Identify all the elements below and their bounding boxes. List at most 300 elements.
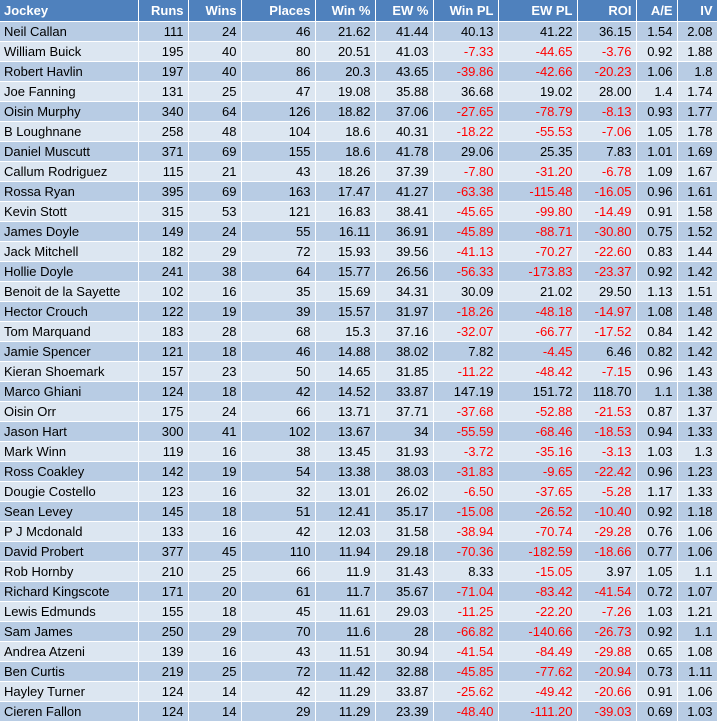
win-pct-cell: 18.26 — [315, 162, 375, 182]
ae-cell: 0.87 — [636, 402, 677, 422]
win-pct-cell: 11.9 — [315, 562, 375, 582]
ew-pl-cell: 151.72 — [498, 382, 577, 402]
table-row — [0, 602, 717, 622]
win-pl-cell: -31.83 — [433, 462, 498, 482]
wins-cell: 29 — [188, 622, 241, 642]
ae-cell: 0.92 — [636, 502, 677, 522]
column-header-wins[interactable]: Wins — [188, 0, 241, 22]
runs-cell: 124 — [138, 382, 188, 402]
ae-cell: 0.94 — [636, 422, 677, 442]
table-row — [0, 282, 717, 302]
wins-cell: 16 — [188, 482, 241, 502]
win-pl-cell: -41.54 — [433, 642, 498, 662]
iv-cell: 1.51 — [677, 282, 717, 302]
win-pl-cell: -25.62 — [433, 682, 498, 702]
jockey-name-cell: Kevin Stott — [0, 202, 138, 222]
wins-cell: 21 — [188, 162, 241, 182]
win-pl-cell: -6.50 — [433, 482, 498, 502]
roi-cell: -16.05 — [577, 182, 636, 202]
table-row — [0, 382, 717, 402]
ew-pl-cell: -70.74 — [498, 522, 577, 542]
iv-cell: 1.77 — [677, 102, 717, 122]
iv-cell: 1.1 — [677, 622, 717, 642]
roi-cell: -7.26 — [577, 602, 636, 622]
roi-cell: 29.50 — [577, 282, 636, 302]
ew-pct-cell: 35.67 — [375, 582, 433, 602]
ae-cell: 0.72 — [636, 582, 677, 602]
jockey-name-cell: Jack Mitchell — [0, 242, 138, 262]
places-cell: 86 — [241, 62, 315, 82]
ew-pl-cell: -55.53 — [498, 122, 577, 142]
jockey-name-cell: Neil Callan — [0, 22, 138, 42]
iv-cell: 1.1 — [677, 562, 717, 582]
ae-cell: 0.69 — [636, 702, 677, 722]
wins-cell: 40 — [188, 42, 241, 62]
wins-cell: 19 — [188, 302, 241, 322]
jockey-name-cell: Sean Levey — [0, 502, 138, 522]
jockey-name-cell: Hector Crouch — [0, 302, 138, 322]
ew-pl-cell: -66.77 — [498, 322, 577, 342]
ae-cell: 0.73 — [636, 662, 677, 682]
roi-cell: -18.53 — [577, 422, 636, 442]
win-pct-cell: 12.41 — [315, 502, 375, 522]
runs-cell: 195 — [138, 42, 188, 62]
win-pl-cell: 7.82 — [433, 342, 498, 362]
ae-cell: 0.96 — [636, 362, 677, 382]
wins-cell: 16 — [188, 642, 241, 662]
wins-cell: 45 — [188, 542, 241, 562]
win-pct-cell: 15.57 — [315, 302, 375, 322]
table-row — [0, 522, 717, 542]
wins-cell: 24 — [188, 222, 241, 242]
jockey-name-cell: William Buick — [0, 42, 138, 62]
ew-pct-cell: 26.02 — [375, 482, 433, 502]
iv-cell: 1.67 — [677, 162, 717, 182]
ew-pct-cell: 39.56 — [375, 242, 433, 262]
ew-pl-cell: -4.45 — [498, 342, 577, 362]
table-row — [0, 622, 717, 642]
ae-cell: 1.03 — [636, 602, 677, 622]
ew-pct-cell: 34 — [375, 422, 433, 442]
ew-pl-cell: -173.83 — [498, 262, 577, 282]
jockey-name-cell: Daniel Muscutt — [0, 142, 138, 162]
ae-cell: 0.96 — [636, 462, 677, 482]
table-row — [0, 422, 717, 442]
win-pl-cell: -18.26 — [433, 302, 498, 322]
win-pct-cell: 14.65 — [315, 362, 375, 382]
places-cell: 72 — [241, 662, 315, 682]
win-pl-cell: -11.22 — [433, 362, 498, 382]
win-pl-cell: -70.36 — [433, 542, 498, 562]
ew-pl-cell: 41.22 — [498, 22, 577, 42]
jockey-name-cell: Rob Hornby — [0, 562, 138, 582]
table-row — [0, 562, 717, 582]
wins-cell: 25 — [188, 562, 241, 582]
wins-cell: 18 — [188, 382, 241, 402]
win-pl-cell: -66.82 — [433, 622, 498, 642]
wins-cell: 64 — [188, 102, 241, 122]
wins-cell: 23 — [188, 362, 241, 382]
roi-cell: -7.15 — [577, 362, 636, 382]
iv-cell: 1.48 — [677, 302, 717, 322]
ew-pct-cell: 41.27 — [375, 182, 433, 202]
column-header-roi[interactable]: ROI — [577, 0, 636, 22]
runs-cell: 115 — [138, 162, 188, 182]
jockey-name-cell: Andrea Atzeni — [0, 642, 138, 662]
ew-pct-cell: 31.97 — [375, 302, 433, 322]
places-cell: 66 — [241, 562, 315, 582]
win-pct-cell: 13.45 — [315, 442, 375, 462]
iv-cell: 1.8 — [677, 62, 717, 82]
iv-cell: 1.33 — [677, 422, 717, 442]
places-cell: 50 — [241, 362, 315, 382]
ew-pl-cell: -35.16 — [498, 442, 577, 462]
ew-pct-cell: 41.78 — [375, 142, 433, 162]
jockey-name-cell: Tom Marquand — [0, 322, 138, 342]
wins-cell: 18 — [188, 602, 241, 622]
places-cell: 155 — [241, 142, 315, 162]
table-row — [0, 122, 717, 142]
jockey-name-cell: Rossa Ryan — [0, 182, 138, 202]
runs-cell: 131 — [138, 82, 188, 102]
table-row — [0, 502, 717, 522]
places-cell: 43 — [241, 642, 315, 662]
win-pct-cell: 13.71 — [315, 402, 375, 422]
ae-cell: 1.08 — [636, 302, 677, 322]
runs-cell: 197 — [138, 62, 188, 82]
places-cell: 46 — [241, 22, 315, 42]
ew-pl-cell: -42.66 — [498, 62, 577, 82]
roi-cell: -29.28 — [577, 522, 636, 542]
places-cell: 126 — [241, 102, 315, 122]
roi-cell: -21.53 — [577, 402, 636, 422]
win-pct-cell: 18.82 — [315, 102, 375, 122]
jockey-name-cell: Cieren Fallon — [0, 702, 138, 722]
column-header-ew-pl[interactable]: EW PL — [498, 0, 577, 22]
ew-pct-cell: 35.17 — [375, 502, 433, 522]
roi-cell: 36.15 — [577, 22, 636, 42]
table-row — [0, 102, 717, 122]
places-cell: 54 — [241, 462, 315, 482]
places-cell: 47 — [241, 82, 315, 102]
runs-cell: 210 — [138, 562, 188, 582]
win-pct-cell: 16.83 — [315, 202, 375, 222]
jockey-name-cell: Kieran Shoemark — [0, 362, 138, 382]
roi-cell: 6.46 — [577, 342, 636, 362]
win-pct-cell: 16.11 — [315, 222, 375, 242]
win-pct-cell: 11.51 — [315, 642, 375, 662]
jockey-name-cell: Mark Winn — [0, 442, 138, 462]
column-header-ew-pct[interactable]: EW % — [375, 0, 433, 22]
ew-pct-cell: 38.02 — [375, 342, 433, 362]
ae-cell: 1.03 — [636, 442, 677, 462]
roi-cell: -41.54 — [577, 582, 636, 602]
ew-pl-cell: 21.02 — [498, 282, 577, 302]
ew-pl-cell: -48.18 — [498, 302, 577, 322]
runs-cell: 139 — [138, 642, 188, 662]
table-row — [0, 702, 717, 722]
jockey-name-cell: Ross Coakley — [0, 462, 138, 482]
table-row — [0, 142, 717, 162]
roi-cell: -23.37 — [577, 262, 636, 282]
win-pl-cell: -7.80 — [433, 162, 498, 182]
ew-pct-cell: 41.44 — [375, 22, 433, 42]
places-cell: 39 — [241, 302, 315, 322]
ew-pct-cell: 29.18 — [375, 542, 433, 562]
iv-cell: 1.42 — [677, 262, 717, 282]
win-pct-cell: 14.52 — [315, 382, 375, 402]
iv-cell: 1.23 — [677, 462, 717, 482]
runs-cell: 395 — [138, 182, 188, 202]
places-cell: 121 — [241, 202, 315, 222]
jockey-name-cell: Jason Hart — [0, 422, 138, 442]
table-row — [0, 202, 717, 222]
table-row — [0, 402, 717, 422]
iv-cell: 1.37 — [677, 402, 717, 422]
ae-cell: 1.17 — [636, 482, 677, 502]
runs-cell: 122 — [138, 302, 188, 322]
ew-pct-cell: 37.39 — [375, 162, 433, 182]
ae-cell: 1.05 — [636, 562, 677, 582]
column-header-iv[interactable]: IV — [677, 0, 717, 22]
jockey-name-cell: Benoit de la Sayette — [0, 282, 138, 302]
roi-cell: 3.97 — [577, 562, 636, 582]
ew-pl-cell: -37.65 — [498, 482, 577, 502]
ew-pl-cell: -68.46 — [498, 422, 577, 442]
wins-cell: 29 — [188, 242, 241, 262]
ae-cell: 1.1 — [636, 382, 677, 402]
column-header-win-pl[interactable]: Win PL — [433, 0, 498, 22]
column-header-places[interactable]: Places — [241, 0, 315, 22]
ae-cell: 0.92 — [636, 262, 677, 282]
win-pl-cell: -45.89 — [433, 222, 498, 242]
roi-cell: -39.03 — [577, 702, 636, 722]
roi-cell: -7.06 — [577, 122, 636, 142]
wins-cell: 38 — [188, 262, 241, 282]
ew-pct-cell: 36.91 — [375, 222, 433, 242]
places-cell: 46 — [241, 342, 315, 362]
places-cell: 45 — [241, 602, 315, 622]
wins-cell: 16 — [188, 522, 241, 542]
wins-cell: 53 — [188, 202, 241, 222]
runs-cell: 171 — [138, 582, 188, 602]
runs-cell: 315 — [138, 202, 188, 222]
runs-cell: 133 — [138, 522, 188, 542]
ew-pct-cell: 43.65 — [375, 62, 433, 82]
wins-cell: 24 — [188, 22, 241, 42]
jockey-name-cell: Dougie Costello — [0, 482, 138, 502]
win-pct-cell: 20.3 — [315, 62, 375, 82]
table-row — [0, 542, 717, 562]
ew-pct-cell: 37.06 — [375, 102, 433, 122]
win-pct-cell: 15.77 — [315, 262, 375, 282]
wins-cell: 48 — [188, 122, 241, 142]
roi-cell: -20.94 — [577, 662, 636, 682]
ew-pct-cell: 26.56 — [375, 262, 433, 282]
win-pl-cell: -15.08 — [433, 502, 498, 522]
runs-cell: 183 — [138, 322, 188, 342]
jockey-name-cell: Jamie Spencer — [0, 342, 138, 362]
roi-cell: -6.78 — [577, 162, 636, 182]
wins-cell: 25 — [188, 662, 241, 682]
places-cell: 68 — [241, 322, 315, 342]
roi-cell: -10.40 — [577, 502, 636, 522]
ew-pct-cell: 32.88 — [375, 662, 433, 682]
win-pct-cell: 20.51 — [315, 42, 375, 62]
ae-cell: 1.4 — [636, 82, 677, 102]
win-pct-cell: 18.6 — [315, 142, 375, 162]
win-pl-cell: -41.13 — [433, 242, 498, 262]
runs-cell: 175 — [138, 402, 188, 422]
win-pl-cell: -27.65 — [433, 102, 498, 122]
iv-cell: 1.42 — [677, 342, 717, 362]
ew-pct-cell: 38.03 — [375, 462, 433, 482]
iv-cell: 1.06 — [677, 542, 717, 562]
column-header-jockey[interactable]: Jockey — [0, 0, 138, 22]
table-row — [0, 82, 717, 102]
win-pct-cell: 12.03 — [315, 522, 375, 542]
jockey-name-cell: Hollie Doyle — [0, 262, 138, 282]
column-header-win-pct[interactable]: Win % — [315, 0, 375, 22]
runs-cell: 123 — [138, 482, 188, 502]
ew-pct-cell: 40.31 — [375, 122, 433, 142]
win-pl-cell: -55.59 — [433, 422, 498, 442]
ew-pct-cell: 37.71 — [375, 402, 433, 422]
runs-cell: 241 — [138, 262, 188, 282]
ew-pct-cell: 31.85 — [375, 362, 433, 382]
iv-cell: 1.07 — [677, 582, 717, 602]
jockey-name-cell: Sam James — [0, 622, 138, 642]
wins-cell: 20 — [188, 582, 241, 602]
ew-pl-cell: -52.88 — [498, 402, 577, 422]
ew-pct-cell: 33.87 — [375, 682, 433, 702]
places-cell: 29 — [241, 702, 315, 722]
roi-cell: -17.52 — [577, 322, 636, 342]
win-pl-cell: -71.04 — [433, 582, 498, 602]
win-pct-cell: 14.88 — [315, 342, 375, 362]
runs-cell: 157 — [138, 362, 188, 382]
column-header-ae[interactable]: A/E — [636, 0, 677, 22]
table-row — [0, 662, 717, 682]
ae-cell: 0.93 — [636, 102, 677, 122]
runs-cell: 300 — [138, 422, 188, 442]
win-pl-cell: -11.25 — [433, 602, 498, 622]
iv-cell: 2.08 — [677, 22, 717, 42]
iv-cell: 1.74 — [677, 82, 717, 102]
ew-pl-cell: -111.20 — [498, 702, 577, 722]
ew-pl-cell: -77.62 — [498, 662, 577, 682]
ae-cell: 1.05 — [636, 122, 677, 142]
win-pct-cell: 11.7 — [315, 582, 375, 602]
ew-pct-cell: 30.94 — [375, 642, 433, 662]
places-cell: 43 — [241, 162, 315, 182]
win-pl-cell: -39.86 — [433, 62, 498, 82]
column-header-runs[interactable]: Runs — [138, 0, 188, 22]
ae-cell: 0.82 — [636, 342, 677, 362]
places-cell: 102 — [241, 422, 315, 442]
table-row — [0, 482, 717, 502]
wins-cell: 69 — [188, 142, 241, 162]
ew-pct-cell: 34.31 — [375, 282, 433, 302]
win-pct-cell: 11.29 — [315, 682, 375, 702]
places-cell: 42 — [241, 382, 315, 402]
win-pl-cell: -45.65 — [433, 202, 498, 222]
places-cell: 35 — [241, 282, 315, 302]
win-pl-cell: -7.33 — [433, 42, 498, 62]
win-pct-cell: 18.6 — [315, 122, 375, 142]
places-cell: 38 — [241, 442, 315, 462]
ew-pl-cell: -99.80 — [498, 202, 577, 222]
ae-cell: 1.01 — [636, 142, 677, 162]
ae-cell: 1.09 — [636, 162, 677, 182]
win-pl-cell: -63.38 — [433, 182, 498, 202]
ew-pl-cell: -44.65 — [498, 42, 577, 62]
jockey-name-cell: Lewis Edmunds — [0, 602, 138, 622]
ae-cell: 0.75 — [636, 222, 677, 242]
roi-cell: -14.97 — [577, 302, 636, 322]
ae-cell: 0.91 — [636, 202, 677, 222]
runs-cell: 371 — [138, 142, 188, 162]
places-cell: 42 — [241, 522, 315, 542]
ew-pl-cell: -70.27 — [498, 242, 577, 262]
table-row — [0, 442, 717, 462]
roi-cell: -18.66 — [577, 542, 636, 562]
jockey-name-cell: Oisin Murphy — [0, 102, 138, 122]
win-pct-cell: 21.62 — [315, 22, 375, 42]
ae-cell: 0.83 — [636, 242, 677, 262]
places-cell: 104 — [241, 122, 315, 142]
table-row — [0, 62, 717, 82]
runs-cell: 258 — [138, 122, 188, 142]
iv-cell: 1.21 — [677, 602, 717, 622]
ew-pct-cell: 28 — [375, 622, 433, 642]
table-row — [0, 242, 717, 262]
roi-cell: -8.13 — [577, 102, 636, 122]
wins-cell: 25 — [188, 82, 241, 102]
wins-cell: 14 — [188, 702, 241, 722]
win-pl-cell: 30.09 — [433, 282, 498, 302]
places-cell: 32 — [241, 482, 315, 502]
table-row — [0, 222, 717, 242]
wins-cell: 19 — [188, 462, 241, 482]
table-row — [0, 342, 717, 362]
ae-cell: 0.65 — [636, 642, 677, 662]
win-pct-cell: 11.6 — [315, 622, 375, 642]
ew-pct-cell: 31.93 — [375, 442, 433, 462]
iv-cell: 1.52 — [677, 222, 717, 242]
iv-cell: 1.42 — [677, 322, 717, 342]
runs-cell: 250 — [138, 622, 188, 642]
win-pl-cell: 40.13 — [433, 22, 498, 42]
table-row — [0, 322, 717, 342]
wins-cell: 14 — [188, 682, 241, 702]
iv-cell: 1.06 — [677, 682, 717, 702]
iv-cell: 1.78 — [677, 122, 717, 142]
roi-cell: -22.42 — [577, 462, 636, 482]
ae-cell: 0.84 — [636, 322, 677, 342]
roi-cell: -30.80 — [577, 222, 636, 242]
runs-cell: 102 — [138, 282, 188, 302]
ae-cell: 0.76 — [636, 522, 677, 542]
places-cell: 163 — [241, 182, 315, 202]
iv-cell: 1.03 — [677, 702, 717, 722]
roi-cell: -20.23 — [577, 62, 636, 82]
iv-cell: 1.18 — [677, 502, 717, 522]
iv-cell: 1.11 — [677, 662, 717, 682]
runs-cell: 121 — [138, 342, 188, 362]
runs-cell: 111 — [138, 22, 188, 42]
ae-cell: 0.77 — [636, 542, 677, 562]
